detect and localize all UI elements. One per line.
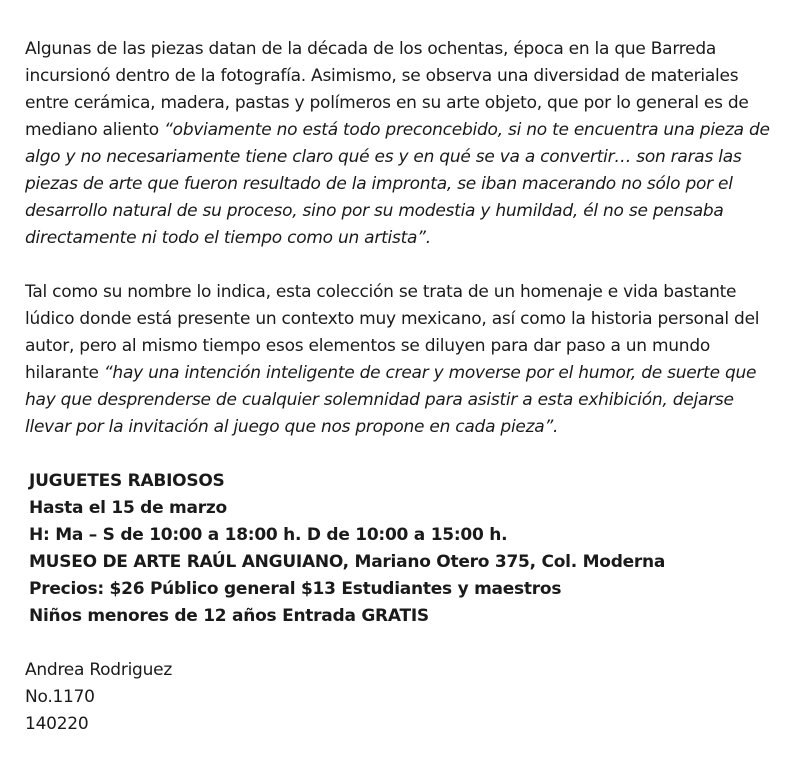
event-dates: Hasta el 15 de marzo — [29, 498, 227, 518]
event-prices: Precios: $26 Público general $13 Estudiantes y maestros — [29, 579, 562, 599]
event-venue: MUSEO DE ARTE RAÚL ANGUIANO, Mariano Otero 375, Col. Moderna — [29, 552, 666, 572]
signature-block — [25, 657, 770, 738]
event-kids: Niños menores de 12 años Entrada GRATIS — [29, 606, 429, 626]
paragraph-1-text: Algunas de las piezas datan de la década de los ochentas, época en la que Barreda incursionó dentro de la fotografía. Asimismo, se observa una diversidad de materiales entre cerámica, madera, pastas y polímeros en su arte objeto, que por lo general es de mediano aliento — [25, 39, 749, 140]
author-name: Andrea Rodriguez — [25, 660, 172, 680]
event-info — [25, 468, 770, 630]
paragraph-1 — [25, 36, 770, 252]
paragraph-1-quote: “obviamente no está todo preconcebido, si no te encuentra una pieza de algo y no necesariamente tiene claro qué es y en qué se va a convertir… son raras las piezas de arte que fueron resultado de la impronta, se iban macerando no sólo por el desarrollo natural de su proceso, sino por su modestia y humildad, él no se pensaba directamente ni todo el tiempo como un artista”. — [25, 120, 770, 248]
issue-code: 140220 — [25, 714, 89, 734]
paragraph-2 — [25, 279, 770, 441]
event-hours: H: Ma – S de 10:00 a 18:00 h. D de 10:00 a 15:00 h. — [29, 525, 508, 545]
issue-number: No.1170 — [25, 687, 95, 707]
paragraph-2-text: Tal como su nombre lo indica, esta colección se trata de un homenaje e vida bastante lúdico donde está presente un contexto muy mexicano, así como la historia personal del autor, pero al mismo tiempo esos elementos se diluyen para dar paso a un mundo hilarante — [25, 282, 760, 383]
event-title: JUGUETES RABIOSOS — [29, 471, 225, 491]
paragraph-2-quote: “hay una intención inteligente de crear y moverse por el humor, de suerte que hay que desprenderse de cualquier solemnidad para asistir a esta exhibición, dejarse llevar por la invitación al juego que nos propone en cada pieza”. — [25, 363, 757, 437]
